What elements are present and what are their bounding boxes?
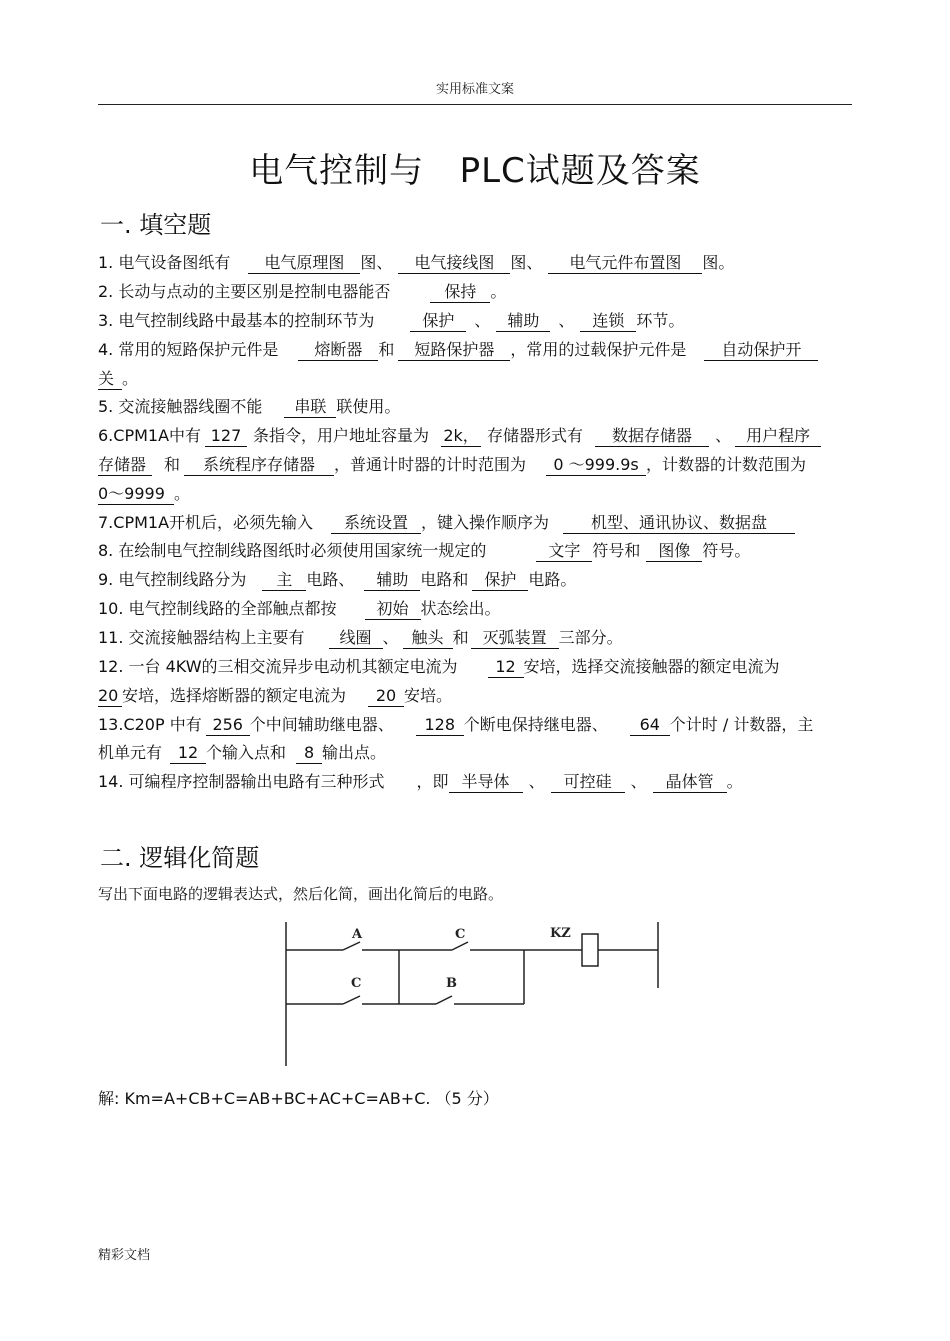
blank: 主 (262, 569, 306, 591)
blank: 系统设置 (331, 512, 421, 534)
blank: 12 (488, 656, 524, 678)
blank: 存储器 (98, 454, 152, 476)
blank: 20 (98, 685, 122, 707)
blank: 数据存储器 (595, 425, 709, 447)
blank: 0 ～999.9s (546, 454, 646, 476)
page-footer: 精彩文档 (98, 1248, 151, 1263)
contact-a-blade (343, 942, 360, 950)
question-14: 14. 可编程序控制器输出电路有三种形式 ，即 半导体 、 可控硅 、 晶体管 。 (98, 772, 743, 791)
contact-c-blade (452, 942, 468, 950)
blank: 初始 (365, 598, 421, 620)
question-9: 9. 电气控制线路分为 主 电路、 辅助 电路和 保护 电路。 (98, 570, 577, 589)
blank: 64 (630, 714, 670, 736)
contact-b-blade (436, 996, 452, 1004)
contact-c2-blade (343, 996, 360, 1004)
blank: 0～9999 (98, 483, 174, 505)
blank: 串联 (284, 396, 336, 418)
blank: 机型、通讯协议、数据盘 (563, 512, 795, 534)
blank: 电气元件布置图 (548, 252, 702, 274)
blank: 灭弧装置 (471, 627, 559, 649)
blank: 辅助 (364, 569, 420, 591)
blank: 8 (296, 742, 322, 764)
answer-line: 解: Km=A+CB+C=AB+BC+AC+C=AB+C. （5 分） (98, 1089, 499, 1108)
blank: 线圈 (329, 627, 383, 649)
blank: 127 (205, 425, 247, 447)
coil-kz-label: KZ (550, 926, 571, 941)
question-6-cont1: 存储器 和 系统程序存储器 ，普通计时器的计时范围为 0 ～999.9s ，计数器的计数范围为 (98, 455, 807, 474)
blank: 自动保护开 (704, 339, 818, 361)
question-6-cont2: 0～9999 。 (98, 484, 191, 503)
blank: 熔断器 (298, 339, 378, 361)
question-13: 13.C20P 中有 256 个中间辅助继电器、 128 个断电保持继电器、 64 个计时 / 计数器，主 (98, 715, 814, 734)
blank: 电气接线图 (398, 252, 510, 274)
contact-b-label: B (446, 976, 457, 991)
blank: 用户程序 (735, 425, 821, 447)
question-10: 10. 电气控制线路的全部触点都按 初始 状态绘出。 (98, 599, 501, 618)
document-title: 电气控制与 PLC试题及答案 (249, 151, 701, 191)
section-heading-logic: 二. 逻辑化简题 (100, 844, 260, 872)
question-12: 12. 一台 4KW的三相交流异步电动机其额定电流为 12 安培，选择交流接触器的额定电流为 (98, 657, 780, 676)
section-heading-fill-in: 一. 填空题 (100, 211, 212, 239)
blank: 图像 (646, 540, 702, 562)
blank: 晶体管 (653, 771, 727, 793)
question-4-cont: 关 。 (98, 369, 139, 388)
question-11: 11. 交流接触器结构上主要有 线圈 、 触头 和 灭弧装置 三部分。 (98, 628, 623, 647)
blank: 短路保护器 (398, 339, 510, 361)
blank: 连锁 (580, 310, 636, 332)
blank: 电气原理图 (248, 252, 360, 274)
contact-a-label: A (352, 927, 363, 942)
problem-intro: 写出下面电路的逻辑表达式，然后化简，画出化简后的电路。 (98, 885, 504, 903)
question-7: 7.CPM1A开机后，必须先输入 系统设置 ，键入操作顺序为 机型、通讯协议、数据盘 (98, 512, 795, 534)
blank: 文字 (536, 540, 592, 562)
blank: 256 (206, 714, 250, 736)
blank: 关 (98, 368, 122, 390)
blank: 12 (170, 742, 206, 764)
kz-coil (582, 934, 598, 966)
blank: 辅助 (496, 310, 550, 332)
question-8: 8. 在绘制电气控制线路图纸时必须使用国家统一规定的 文字 符号和 图像 符号。 (98, 541, 751, 560)
question-6: 6.CPM1A中有 127 条指令，用户地址容量为 2k， 存储器形式有 数据存储器 、 用户程序 (98, 425, 821, 447)
page-header: 实用标准文案 (435, 82, 514, 97)
blank: 可控硅 (551, 771, 625, 793)
blank: 128 (416, 714, 464, 736)
question-1: 1. 电气设备图纸有 电气原理图 图、 电气接线图 图、 电气元件布置图 图。 (98, 253, 735, 272)
contact-c2-label: C (351, 976, 362, 991)
question-2: 2. 长动与点动的主要区别是控制电器能否 保持 。 (98, 282, 507, 301)
question-12-cont: 20 安培，选择熔断器的额定电流为 20 安培。 (98, 686, 453, 705)
blank: 保护 (472, 569, 528, 591)
blank: 2k， (441, 425, 481, 447)
question-5: 5. 交流接触器线圈不能 串联 联使用。 (98, 397, 401, 416)
question-13-cont: 机单元有 12 个输入点和 8 输出点。 (98, 743, 387, 762)
blank: 20 (368, 685, 404, 707)
blank: 保持 (430, 281, 490, 303)
question-3: 3. 电气控制线路中最基本的控制环节为 保护 、 辅助 、 连锁 环节。 (98, 311, 685, 330)
blank: 半导体 (449, 771, 523, 793)
contact-c-label: C (455, 927, 466, 942)
question-4: 4. 常用的短路保护元件是 熔断器 和 短路保护器 ，常用的过载保护元件是 自动保护开 (98, 339, 818, 361)
blank: 触头 (403, 627, 453, 649)
blank: 系统程序存储器 (184, 454, 334, 476)
blank: 保护 (410, 310, 466, 332)
